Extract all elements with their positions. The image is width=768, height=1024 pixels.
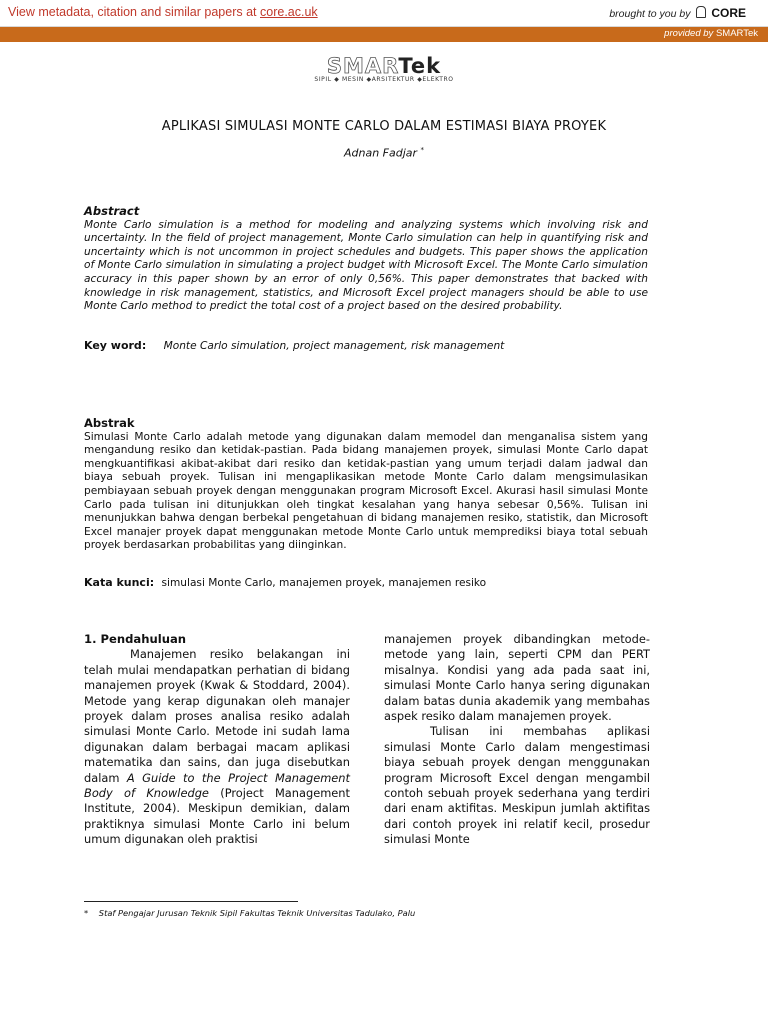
- right-paragraph-1: manajemen proyek dibandingkan metode-metode yang lain, seperti CPM dan PERT misalnya. Kondisi yang ada pada saat ini, simulasi Monte Carlo hanya sering digunakan dalam batas dunia akademik yang membahas aspek resiko dalam manajemen proyek.: [384, 632, 650, 724]
- provider-bar: [0, 27, 768, 42]
- author-line: [0, 146, 768, 160]
- section1-heading: 1. Pendahuluan: [84, 632, 187, 646]
- core-label: CORE: [711, 6, 746, 20]
- metadata-text: View metadata, citation and similar papers at: [8, 5, 257, 19]
- kata-kunci: simulasi Monte Carlo, manajemen proyek, manajemen resiko: [161, 577, 487, 589]
- keyword-label: Key word: [84, 339, 142, 352]
- keywords: Monte Carlo simulation, project management, risk management: [163, 340, 505, 352]
- keyword-colon: :: [141, 339, 147, 352]
- journal-logo: [0, 54, 768, 83]
- journal-subtitle: SIPIL ◆ MESIN ◆ARSITEKTUR ◆ELEKTRO: [314, 76, 454, 83]
- right-column: [384, 632, 650, 848]
- logo-solid-text: Tek: [398, 54, 442, 78]
- core-link[interactable]: core.ac.uk: [260, 5, 318, 19]
- paper-title: APLIKASI SIMULASI MONTE CARLO DALAM ESTIMASI BIAYA PROYEK: [161, 119, 607, 134]
- core-banner: [0, 0, 768, 27]
- left-paragraph: [84, 647, 350, 847]
- core-logo-icon: [696, 6, 706, 18]
- left-paragraph-italic: A Guide to the Project Management Body of Knowledge: [84, 770, 350, 801]
- author-mark: *: [420, 146, 425, 154]
- provided-by: [664, 28, 758, 39]
- right-paragraph-2: Tulisan ini membahas aplikasi simulasi Monte Carlo dalam mengestimasi biaya sebuah proyek dengan menggunakan program Microsoft Excel dengan mengambil contoh sebuah proyek sederhana yang terdiri dari enam aktifitas. Meskipun jumlah aktifitas dari contoh proyek ini relatif kecil, prosedur simulasi Monte: [384, 724, 650, 847]
- footnote-mark: *: [84, 908, 89, 918]
- abstrak-section: [84, 417, 648, 553]
- kata-kunci-line: [84, 576, 648, 591]
- abstrak-heading: Abstrak: [84, 416, 135, 430]
- left-column: [84, 632, 350, 848]
- metadata-line: [8, 5, 318, 19]
- footnote-text: Staf Pengajar Jurusan Teknik Sipil Fakultas Teknik Universitas Tadulako, Palu: [98, 908, 416, 918]
- provider-name: SMARTek: [715, 28, 758, 39]
- abstrak-text: Simulasi Monte Carlo adalah metode yang digunakan dalam memodel dan menganalisa sistem yang mengandung resiko dan ketidak-pastian. Pada bidang manajemen proyek, simulasi Monte Carlo dapat mengkuantifikasi akibat-akibat dari resiko dan ketidak-pastian yang umum terjadi dalam jadwal dan biaya sebuah proyek. Tulisan ini mengaplikasikan metode Monte Carlo dalam mengsimulasikan pembiayaan sebuah proyek dengan menggunakan program Microsoft Excel. Akurasi hasil simulasi Monte Carlo pada tulisan ini ditunjukkan oleh tingkat kesalahan yang hanya sebesar 0,56%. Tulisan ini menunjukkan bahwa dengan berbekal pengetahuan di bidang manajemen resiko, statistik, dan Microsoft Excel manajer proyek dapat menggunakan metode Monte Carlo untuk memprediksi biaya total sebuah proyek berdasarkan probabilitas yang diinginkan.: [84, 430, 648, 552]
- abstract-heading: Abstract: [84, 204, 140, 218]
- footnote-rule: [84, 901, 298, 902]
- keyword-line: [84, 339, 648, 354]
- left-paragraph-b: (Project Management Institute, 2004). Meskipun demikian, dalam praktiknya simulasi Monte Carlo ini belum umum digunakan oleh praktisi: [84, 786, 350, 847]
- author-name: Adnan Fadjar: [343, 146, 418, 160]
- abstract-section: [84, 205, 648, 314]
- brought-by[interactable]: [609, 6, 746, 20]
- provided-text: provided by: [664, 28, 714, 39]
- footnote: [84, 908, 415, 918]
- kata-kunci-label: Kata kunci:: [84, 576, 155, 589]
- brought-text: brought to you by: [609, 8, 691, 20]
- left-paragraph-a: Manajemen resiko belakangan ini telah mulai mendapatkan perhatian di bidang manajemen proyek (Kwak & Stoddard, 2004). Metode yang kerap digunakan oleh manajer proyek dalam proses analisa resiko adalah simulasi Monte Carlo. Metode ini sudah lama digunakan dalam berbagai macam aplikasi matematika dan sains, dan juga disebutkan dalam: [84, 647, 350, 785]
- abstract-text: Monte Carlo simulation is a method for modeling and analyzing systems which involving risk and uncertainty. In the field of project management, Monte Carlo simulation can help in quantifying risk and uncertainty which is not uncommon in project schedules and budgets. This paper shows the application of Monte Carlo simulation in simulating a project budget with Microsoft Excel. The Monte Carlo simulation accuracy in this paper shown by an error of only 0,56%. This paper demonstrates that backed with knowledge in risk management, statistics, and Microsoft Excel project managers should be able to use Monte Carlo method to predict the total cost of a project based on the desired probability.: [84, 218, 648, 313]
- logo-outline-text: SMAR: [326, 54, 399, 78]
